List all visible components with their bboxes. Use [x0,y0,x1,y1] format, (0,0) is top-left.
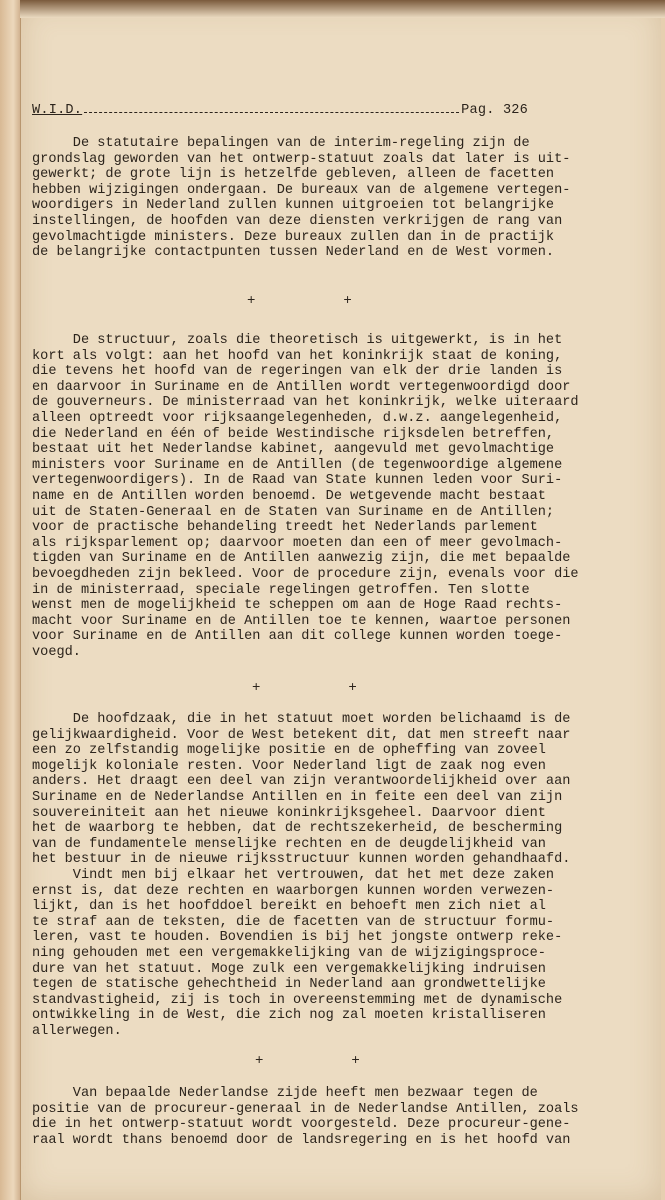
separator-3 [255,1053,448,1069]
text-line: gewerkt; de grote lijn is hetzelfde gebleven, alleen de facetten [32,167,555,183]
text-line: uit de Staten-Generaal en de Staten van Suriname en de Antillen; [32,504,555,520]
text-line: het bestuur in de nieuwe rijksstructuur kunnen worden gehandhaafd. [32,852,571,868]
text-line: het de waarborg te hebben, dat de rechtszekerheid, de bescherming [32,821,563,837]
text-line: alleen optreedt voor rijksaangelegenheden, d.w.z. aangelegenheid, [32,410,563,426]
text-line: raal wordt thans benoemd door de landsregering en is het hoofd van [32,1132,571,1148]
separator-mark: + [351,1053,360,1069]
text-line: in de ministerraad, speciale regelingen getroffen. Ten slotte [32,582,530,598]
header-rule [84,100,459,113]
header-page-number: Pag. 326 [461,103,529,118]
text-line: te straf aan de teksten, die de facetten van de structuur formu- [32,914,555,930]
header-title: W.I.D. [32,103,83,118]
text-line: een zo zelfstandig mogelijke positie en de opheffing van zoveel [32,743,546,759]
paragraph-3 [32,712,570,1039]
text-line: De statutaire bepalingen van de interim-regeling zijn de [32,136,530,151]
paragraph-4 [32,1086,579,1148]
separator-mark: + [348,680,357,696]
text-line: Vindt men bij elkaar het vertrouwen, dat het met deze zaken [32,867,555,883]
text-line: ministers voor Suriname en de Antillen (de tegenwoordige algemene [32,457,563,473]
text-line: De hoofdzaak, die in het statuut moet worden belichaamd is de [32,712,571,727]
text-line: souvereiniteit aan het nieuwe koninkrijksgeheel. Daarvoor dient [32,805,546,821]
text-line: die tevens het hoofd van de regeringen van elk der drie landen is [32,364,563,380]
text-line: wenst men de mogelijkheid te scheppen om aan de Hoge Raad rechts- [32,598,563,614]
text-line: die Nederland en één of beide Westindische rijksdelen betreffen, [32,426,555,442]
text-line: gelijkwaardigheid. Voor de West betekent dit, dat men streeft naar [32,727,571,743]
text-line: grondslag geworden van het ontwerp-statuut zoals dat later is uit- [32,151,571,167]
text-line: lijkt, dan is het hoofddoel bereikt en behoeft men zich niet al [32,899,546,915]
text-line: mogelijk koloniale resten. Voor Nederland ligt de zaak nog even [32,758,546,774]
text-line: voor Suriname en de Antillen aan dit college kunnen worden toege- [32,629,563,645]
separator-mark: + [247,293,256,309]
text-line: Van bepaalde Nederlandse zijde heeft men bezwaar tegen de [32,1086,538,1101]
text-line: dure van het statuut. Moge zulk een vergemakkelijking indruisen [32,961,546,977]
text-line: de gouverneurs. De ministerraad van het koninkrijk, welke uiteraard [32,395,579,411]
text-line: tigden van Suriname en de Antillen aanwezig zijn, die met bepaalde [32,551,571,567]
text-line: bestaat uit het Nederlandse kabinet, aangevuld met gevolmachtige [32,442,555,458]
separator-2 [252,680,445,696]
text-line: woordigers in Nederland zullen kunnen uitgroeien tot belangrijke [32,198,555,214]
text-line: van de fundamentele menselijke rechten en de deugdelijkheid van [32,836,546,852]
separator-1 [247,293,440,309]
text-line: die in het ontwerp-statuut wordt voorgesteld. Deze procureur-gene- [32,1117,571,1133]
text-line: voegd. [32,644,81,660]
text-line: bevoegdheden zijn bekleed. Voor de procedure zijn, evenals voor die [32,566,579,582]
text-line: anders. Het draagt een deel van zijn verantwoordelijkheid over aan [32,774,571,790]
text-line: ning gehouden met een vergemakkelijking van de wijzigingsproce- [32,945,546,961]
text-line: gevolmachtigde ministers. Deze bureaux zullen dan in de practijk [32,229,555,245]
text-line: kort als volgt: aan het hoofd van het koninkrijk staat de koning, [32,348,563,364]
text-line: leren, vast te houden. Bovendien is bij het jongste ontwerp reke- [32,930,563,946]
text-line: allerwegen. [32,1023,122,1039]
text-line: ontwikkeling in de West, die zich nog zal moeten kristalliseren [32,1008,546,1024]
page-header [32,100,528,119]
text-line: de belangrijke contactpunten tussen Nederland en de West vormen. [32,245,555,261]
text-line: instellingen, de hoofden van deze diensten verkrijgen de rang van [32,213,563,229]
text-line: voor de practische behandeling treedt het Nederlands parlement [32,520,538,536]
text-line: en daarvoor in Suriname en de Antillen wordt vertegenwoordigd door [32,379,571,395]
text-line: name en de Antillen worden benoemd. De wetgevende macht bestaat [32,488,546,504]
top-shadow [20,0,665,18]
text-line: De structuur, zoals die theoretisch is uitgewerkt, is in het [32,333,563,348]
text-line: hebben wijzigingen ondergaan. De bureaux van de algemene vertegen- [32,182,571,198]
paragraph-2 [32,333,579,660]
text-line: standvastigheid, zij is toch in overeenstemming met de dynamische [32,992,563,1008]
text-line: positie van de procureur-generaal in de Nederlandse Antillen, zoals [32,1101,579,1117]
text-line: Suriname en de Nederlandse Antillen en in feite een deel van zijn [32,789,563,805]
text-line: tegen de statische gehechtheid in Nederland aan grondwettelijke [32,977,546,993]
separator-mark: + [255,1053,264,1069]
separator-mark: + [343,293,352,309]
text-line: als rijksparlement op; daarvoor moeten dan een of meer gevolmach- [32,535,563,551]
text-line: vertegenwoordigers). In de Raad van State kunnen leden voor Suri- [32,473,563,489]
text-line: macht voor Suriname en de Antillen toe te kennen, waartoe personen [32,613,571,629]
text-line: ernst is, dat deze rechten en waarborgen kunnen worden verwezen- [32,883,555,899]
separator-mark: + [252,680,261,696]
paragraph-1 [32,136,570,261]
